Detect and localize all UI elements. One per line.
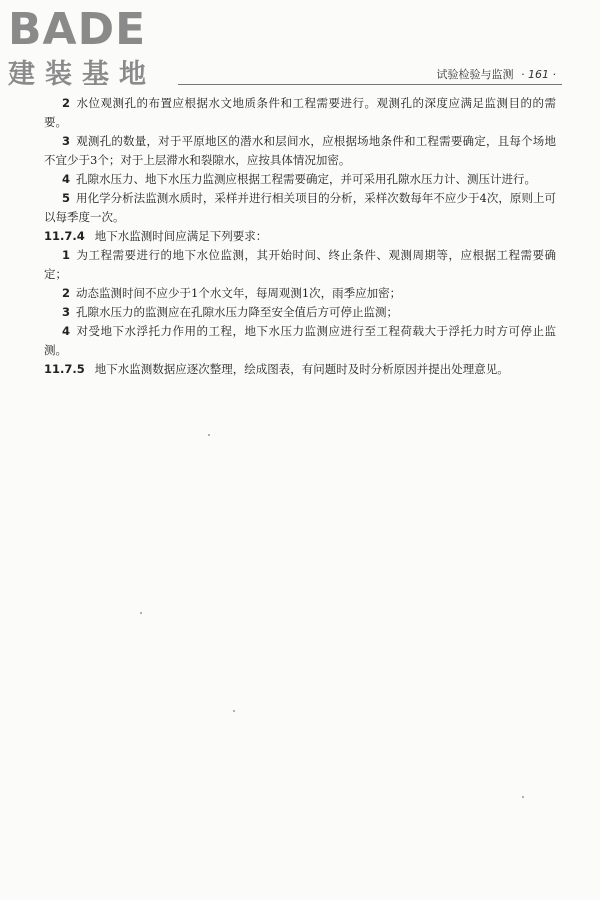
brand-logo [8, 4, 178, 96]
list-item [44, 246, 556, 284]
header-rule [178, 84, 562, 85]
page-body [44, 94, 556, 379]
item-number: 3 [62, 305, 71, 319]
clause-heading [44, 227, 556, 246]
item-text: 孔隙水压力的监测应在孔隙水压力降至安全值后方可停止监测； [76, 305, 399, 319]
clause-text: 地下水监测数据应逐次整理，绘成图表，有问题时及时分析原因并提出处理意见。 [94, 362, 509, 376]
item-text: 孔隙水压力、地下水压力监测应根据工程需要确定，并可采用孔隙水压力计、测压计进行。 [76, 172, 537, 186]
item-number: 4 [62, 324, 71, 338]
clause-heading [44, 360, 556, 379]
item-text: 对受地下水浮托力作用的工程，地下水压力监测应进行至工程荷载大于浮托力时方可停止监测。 [44, 324, 556, 357]
item-number: 2 [62, 286, 71, 300]
scan-speck [140, 612, 142, 614]
list-item [44, 132, 556, 170]
item-number: 4 [62, 172, 71, 186]
list-item [44, 284, 556, 303]
item-text: 水位观测孔的布置应根据水文地质条件和工程需要进行。观测孔的深度应满足监测目的的需要。 [44, 96, 556, 129]
list-item [44, 170, 556, 189]
logo-brand-cn: 建装基地 [8, 59, 156, 90]
logo-brand-text: BADE [8, 4, 147, 55]
item-text: 用化学分析法监测水质时，采样并进行相关项目的分析，采样次数每年不应少于4次，原则上可以每季度一次。 [44, 191, 556, 224]
list-item [44, 94, 556, 132]
running-head-title: 试验检验与监测 [436, 68, 514, 81]
item-text: 为工程需要进行的地下水位监测，其开始时间、终止条件、观测周期等，应根据工程需要确定； [44, 248, 556, 281]
item-text: 观测孔的数量，对于平原地区的潜水和层间水，应根据场地条件和工程需要确定，且每个场地不宜少于3个；对于上层滞水和裂隙水，应按具体情况加密。 [44, 134, 556, 167]
scan-speck [233, 710, 235, 712]
item-number: 5 [62, 191, 71, 205]
list-item [44, 189, 556, 227]
item-number: 2 [62, 96, 71, 110]
scan-speck [208, 434, 210, 436]
scan-speck [522, 796, 524, 798]
clause-text: 地下水监测时间应满足下列要求： [94, 229, 268, 243]
item-text: 动态监测时间不应少于1个水文年，每周观测1次，雨季应加密； [76, 286, 402, 300]
clause-number: 11.7.5 [44, 362, 85, 376]
list-item [44, 322, 556, 360]
item-number: 1 [62, 248, 71, 262]
clause-number: 11.7.4 [44, 229, 85, 243]
list-item [44, 303, 556, 322]
running-head [437, 66, 556, 82]
page-number: · 161 · [521, 68, 556, 81]
item-number: 3 [62, 134, 71, 148]
